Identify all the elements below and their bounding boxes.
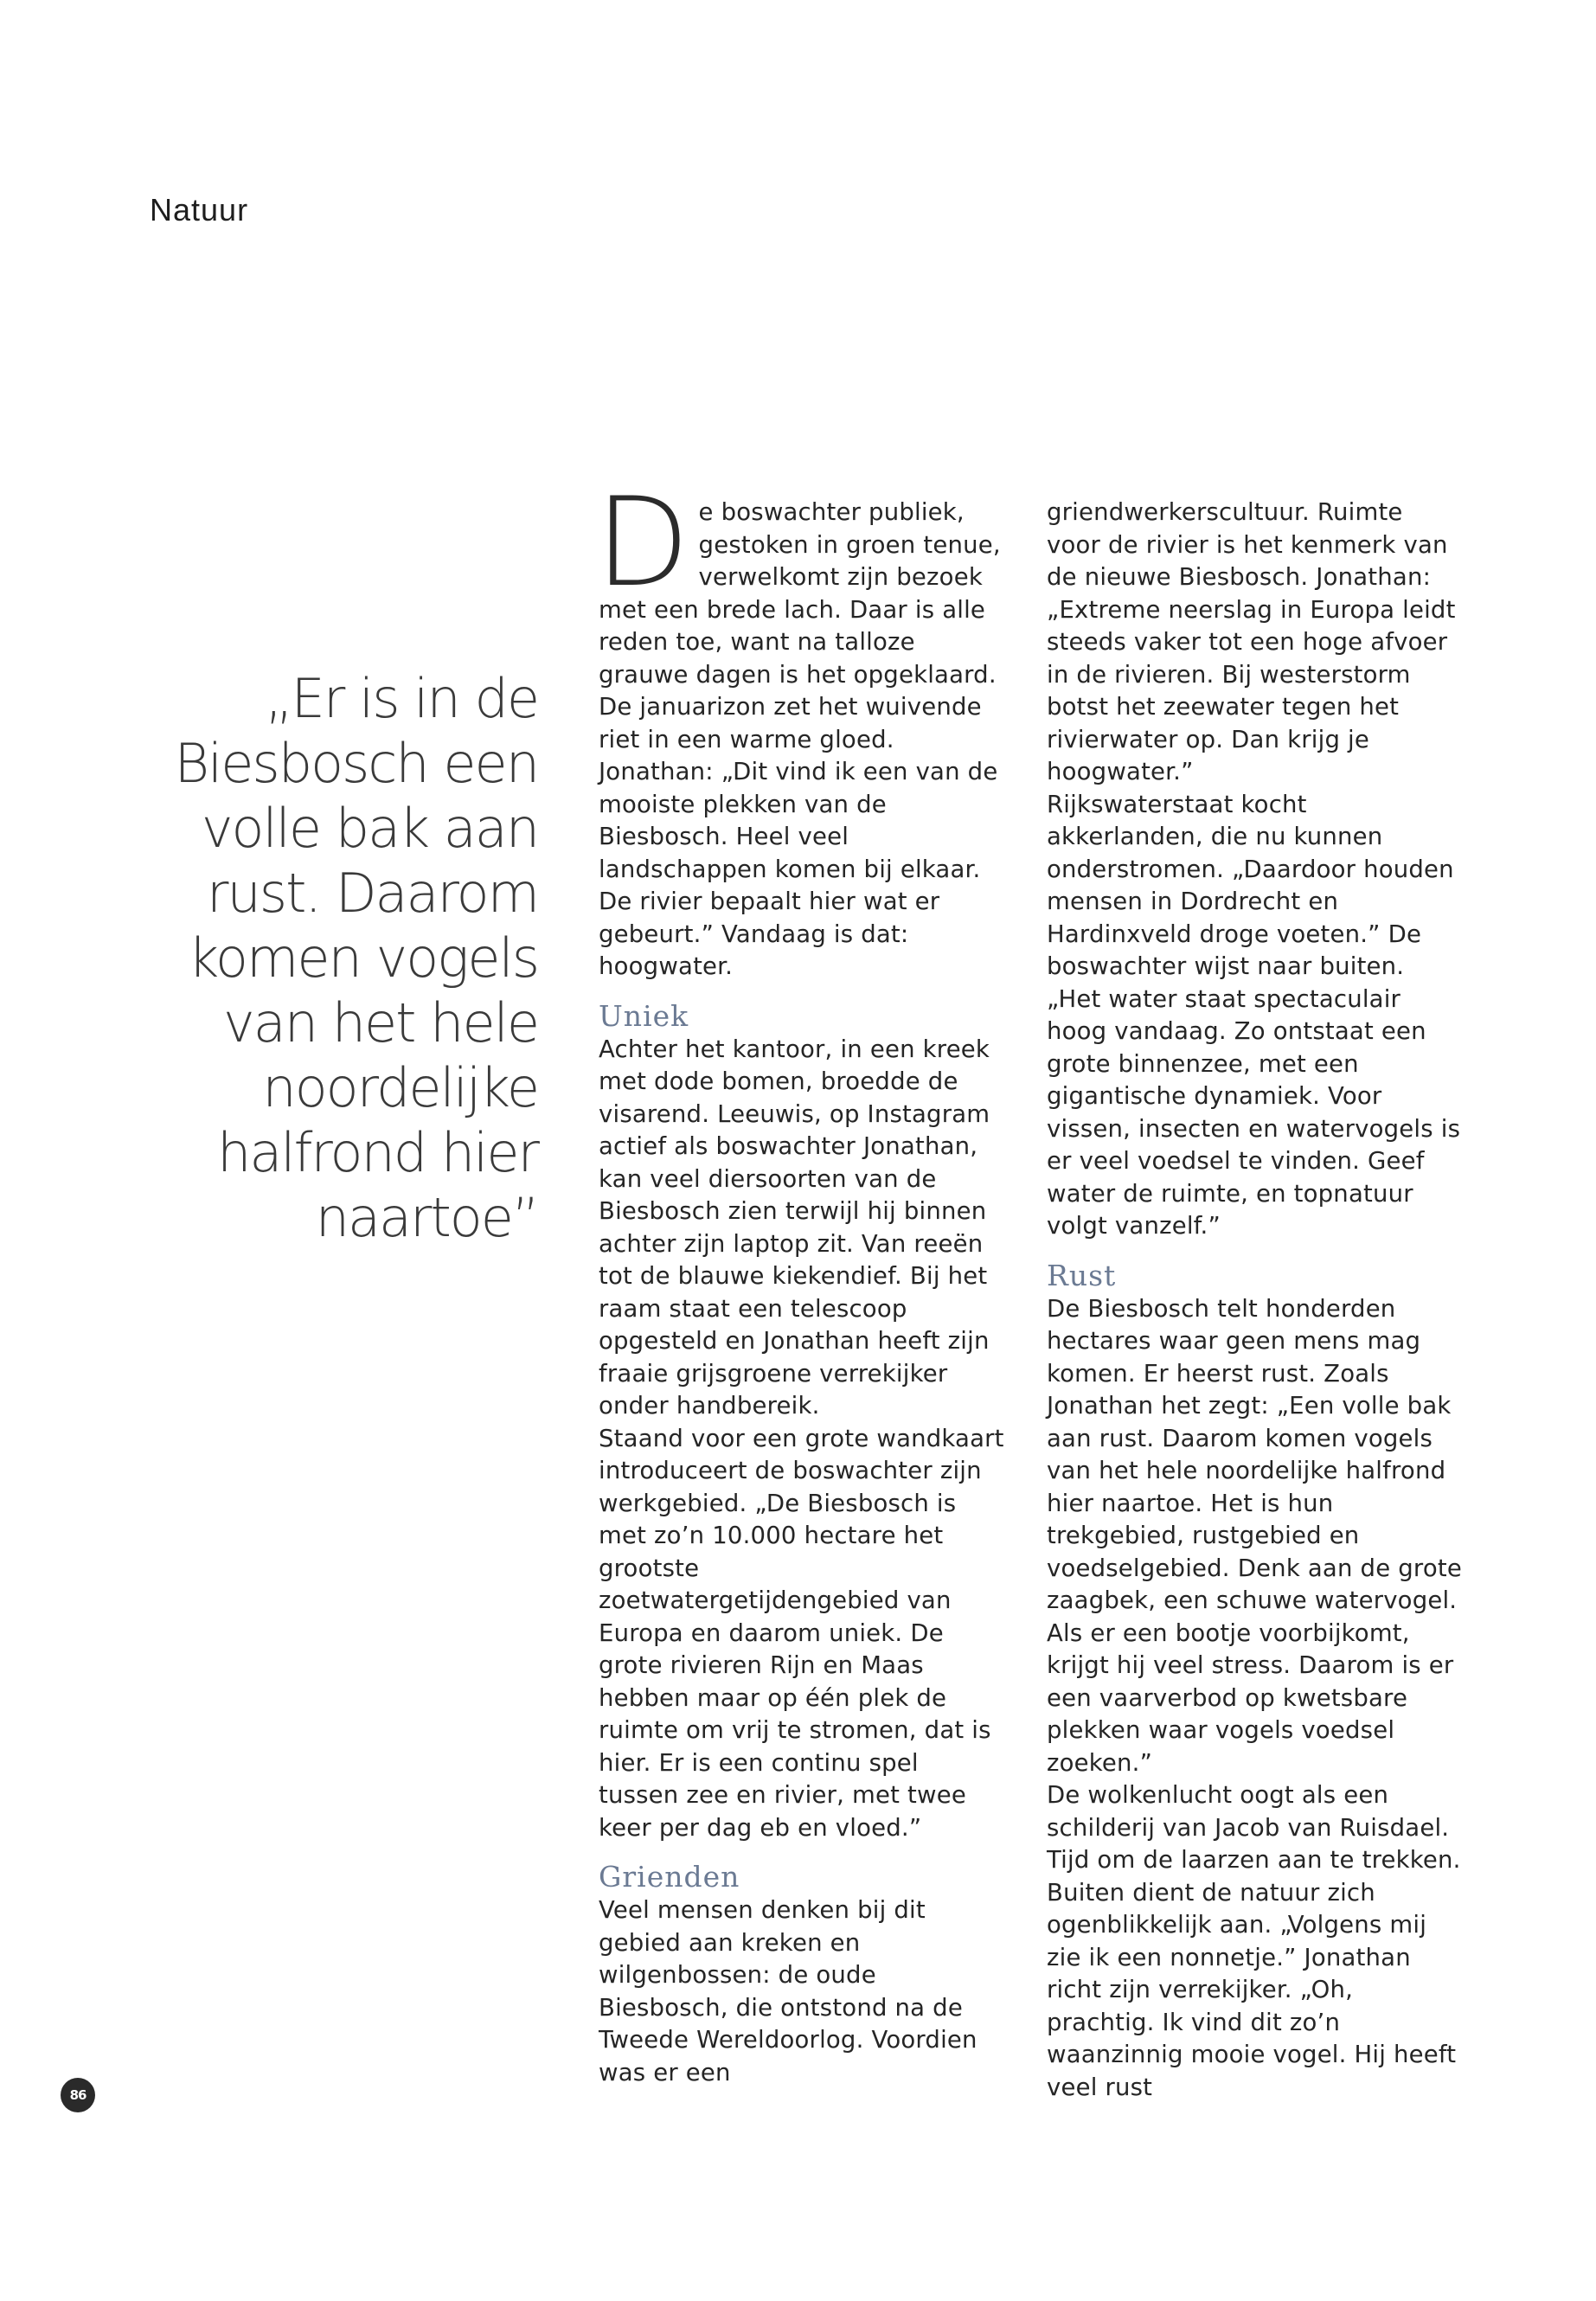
article-paragraph: De wolkenlucht oogt als een schilderij van Jacob van Ruisdael. Tijd om de laarzen aan te trekken. Buiten dient de natuur zich ogenblikkelijk aan. „Volgens mij zie ik een nonnetje.” Jonathan richt zijn verrekijker. „Oh, prachtig. Ik vind dit zo’n waanzinnig mooie vogel. Hij heeft veel rust [1047,1781,1461,2101]
drop-cap: D [595,471,690,614]
article-column-1 [595,471,1005,2089]
paragraph-text: e boswachter publiek, gestoken in groen tenue, verwelkomt zijn bezoek met een brede lach. Daar is alle reden toe, want na talloze grauwe dagen is het opgeklaard. De januarizon zet het wuivende riet in een warme gloed. Jonathan: „Dit vind ik een van de mooiste plekken van de Biesbosch. Heel veel landschappen komen bij elkaar. De rivier bepaalt hier wat er gebeurt.” Vandaag is dat: hoogwater. [599,498,1001,980]
article-paragraph: De Biesbosch telt honderden hectares waar geen mens mag komen. Er heerst rust. Zoals Jonathan het zegt: „Een volle bak aan rust. Daarom komen vogels van het hele noordelijke halfrond hier naartoe. Het is hun trekgebied, rustgebied en voedselgebied. Denk aan de grote zaagbek, een schuwe watervogel. Als er een bootje voorbijkomt, krijgt hij veel stress. Daarom is er een vaarverbod op kwetsbare plekken waar vogels voedsel zoeken.” [1047,1294,1462,1777]
section-label: Natuur [150,192,249,228]
subheading-grienden: Grienden [599,1860,740,1894]
pull-quote: „Er is in de Biesbosch een volle bak aan rust. Daarom komen vogels van het hele noordelijke halfrond hier naartoe” [174,667,538,1249]
article-paragraph: Veel mensen denken bij dit gebied aan kreken en wilgenbossen: de oude Biesbosch, die ontstond na de Tweede Wereldoorlog. Voordien was er een [599,1896,977,2086]
article-paragraph: Achter het kantoor, in een kreek met dode bomen, broedde de visarend. Leeuwis, op Instagram actief als boswachter Jonathan, kan veel diersoorten van de Biesbosch zien terwijl hij binnen achter zijn laptop zit. Van reeën tot de blauwe kiekendief. Bij het raam staat een telescoop opgesteld en Jonathan heeft zijn fraaie grijsgroene verrekijker onder handbereik. [599,1035,990,1420]
article-paragraph [595,471,1005,984]
article-column-2 [1047,497,1462,2104]
subheading-uniek: Uniek [599,998,689,1033]
article-paragraph: griendwerkerscultuur. Ruimte voor de rivier is het kenmerk van de nieuwe Biesbosch. Jonathan: „Extreme neerslag in Europa leidt steeds vaker tot een hoge afvoer in de rivieren. Bij westerstorm botst het zeewater tegen het rivierwater op. Dan krijg je hoogwater.” [1047,498,1456,785]
article-paragraph: Staand voor een grote wandkaart introduceert de boswachter zijn werkgebied. „De Biesbosch is met zo’n 10.000 hectare het grootste zoetwatergetijdengebied van Europa en daarom uniek. De grote rivieren Rijn en Maas hebben maar op één plek de ruimte om vrij te stromen, dat is hier. Er is een continu spel tussen zee en rivier, met twee keer per dag eb en vloed.” [599,1424,1004,1842]
page-number-badge: 86 [61,2078,95,2112]
subheading-rust: Rust [1047,1258,1117,1292]
article-paragraph: Rijkswaterstaat kocht akkerlanden, die nu kunnen onderstromen. „Daardoor houden mensen in Dordrecht en Hardinxveld droge voeten.” De boswachter wijst naar buiten. „Het water staat spectaculair hoog vandaag. Zo ontstaat een grote binnenzee, met een gigantische dynamiek. Voor vissen, insecten en watervogels is er veel voedsel te vinden. Geef water de ruimte, en topnatuur volgt vanzelf.” [1047,790,1461,1240]
